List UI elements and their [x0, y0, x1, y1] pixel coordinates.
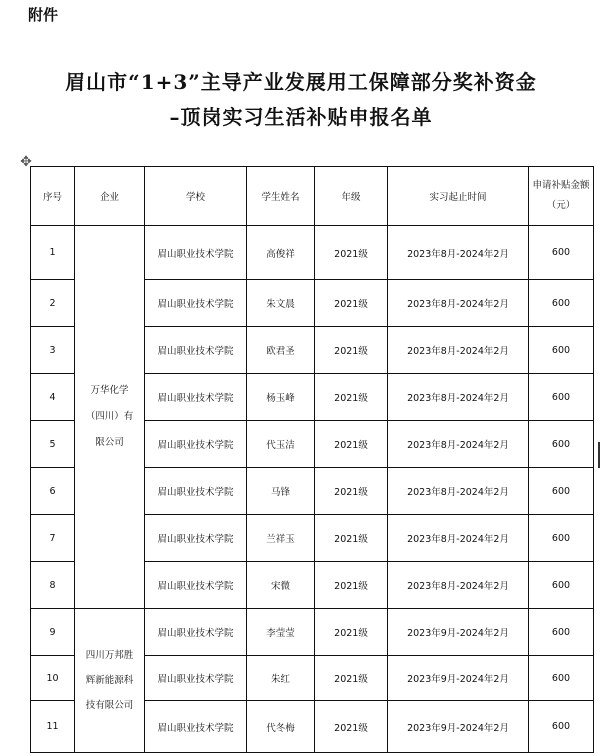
- cell-school: 眉山职业技术学院: [145, 515, 247, 562]
- cell-period: 2023年8月-2024年2月: [388, 421, 529, 468]
- cell-grade: 2021级: [315, 468, 388, 515]
- cell-company: 四川万邦胜辉新能源科技有限公司: [75, 609, 145, 753]
- cell-amount: 600: [529, 562, 594, 609]
- cell-grade: 2021级: [315, 656, 388, 701]
- cell-no: 11: [31, 701, 75, 753]
- cell-amount: 600: [529, 656, 594, 701]
- cell-grade: 2021级: [315, 280, 388, 327]
- cell-no: 10: [31, 656, 75, 701]
- cell-amount: 600: [529, 280, 594, 327]
- cell-grade: 2021级: [315, 327, 388, 374]
- cell-no: 4: [31, 374, 75, 421]
- cell-period: 2023年8月-2024年2月: [388, 515, 529, 562]
- cell-amount: 600: [529, 701, 594, 753]
- cell-school: 眉山职业技术学院: [145, 280, 247, 327]
- cell-no: 8: [31, 562, 75, 609]
- cell-period: 2023年8月-2024年2月: [388, 327, 529, 374]
- cell-period: 2023年9月-2024年2月: [388, 656, 529, 701]
- cell-amount: 600: [529, 515, 594, 562]
- cell-no: 3: [31, 327, 75, 374]
- cell-grade: 2021级: [315, 609, 388, 656]
- header-period: 实习起止时间: [388, 167, 529, 226]
- table-header-row: [31, 167, 594, 226]
- header-amount: 申请补贴金额（元）: [529, 167, 594, 226]
- cell-grade: 2021级: [315, 226, 388, 280]
- cell-student: 宋微: [247, 562, 315, 609]
- header-school: 学校: [145, 167, 247, 226]
- document-title-line1: 眉山市“1+3”主导产业发展用工保障部分奖补资金: [65, 70, 537, 94]
- cell-student: 朱文晨: [247, 280, 315, 327]
- cell-amount: 600: [529, 421, 594, 468]
- subsidy-roster-table: [30, 166, 594, 753]
- document-title-line2: –顶岗实习生活补贴申报名单: [169, 105, 433, 129]
- cell-school: 眉山职业技术学院: [145, 701, 247, 753]
- cell-school: 眉山职业技术学院: [145, 562, 247, 609]
- cell-student: 代冬梅: [247, 701, 315, 753]
- header-no: 序号: [31, 167, 75, 226]
- cell-no: 2: [31, 280, 75, 327]
- cell-amount: 600: [529, 468, 594, 515]
- cell-grade: 2021级: [315, 701, 388, 753]
- cell-student: 杨玉峰: [247, 374, 315, 421]
- move-icon[interactable]: ✥: [20, 154, 32, 170]
- cell-student: 李莹莹: [247, 609, 315, 656]
- cell-no: 7: [31, 515, 75, 562]
- cell-student: 代玉洁: [247, 421, 315, 468]
- cell-school: 眉山职业技术学院: [145, 374, 247, 421]
- cell-school: 眉山职业技术学院: [145, 421, 247, 468]
- table-row: [31, 226, 594, 280]
- cell-student: 欧君圣: [247, 327, 315, 374]
- cell-student: 马锋: [247, 468, 315, 515]
- cell-school: 眉山职业技术学院: [145, 226, 247, 280]
- cell-no: 6: [31, 468, 75, 515]
- cell-company: 万华化学（四川）有限公司: [75, 226, 145, 609]
- cell-period: 2023年9月-2024年2月: [388, 701, 529, 753]
- cell-amount: 600: [529, 226, 594, 280]
- cell-no: 1: [31, 226, 75, 280]
- table-row: [31, 609, 594, 656]
- cell-school: 眉山职业技术学院: [145, 656, 247, 701]
- cell-school: 眉山职业技术学院: [145, 468, 247, 515]
- cell-amount: 600: [529, 374, 594, 421]
- cell-period: 2023年9月-2024年2月: [388, 609, 529, 656]
- cell-no: 5: [31, 421, 75, 468]
- attachment-label: 附件: [28, 6, 59, 24]
- cell-period: 2023年8月-2024年2月: [388, 374, 529, 421]
- cell-period: 2023年8月-2024年2月: [388, 468, 529, 515]
- cell-period: 2023年8月-2024年2月: [388, 280, 529, 327]
- cell-no: 9: [31, 609, 75, 656]
- cell-student: 高俊祥: [247, 226, 315, 280]
- cell-school: 眉山职业技术学院: [145, 327, 247, 374]
- header-company: 企业: [75, 167, 145, 226]
- cell-amount: 600: [529, 327, 594, 374]
- cell-period: 2023年8月-2024年2月: [388, 562, 529, 609]
- header-grade: 年级: [315, 167, 388, 226]
- cell-period: 2023年8月-2024年2月: [388, 226, 529, 280]
- cell-school: 眉山职业技术学院: [145, 609, 247, 656]
- page-edge-marker: [598, 442, 600, 468]
- cell-grade: 2021级: [315, 421, 388, 468]
- cell-grade: 2021级: [315, 374, 388, 421]
- cell-amount: 600: [529, 609, 594, 656]
- cell-grade: 2021级: [315, 515, 388, 562]
- cell-student: 兰祥玉: [247, 515, 315, 562]
- cell-grade: 2021级: [315, 562, 388, 609]
- cell-student: 朱红: [247, 656, 315, 701]
- header-student: 学生姓名: [247, 167, 315, 226]
